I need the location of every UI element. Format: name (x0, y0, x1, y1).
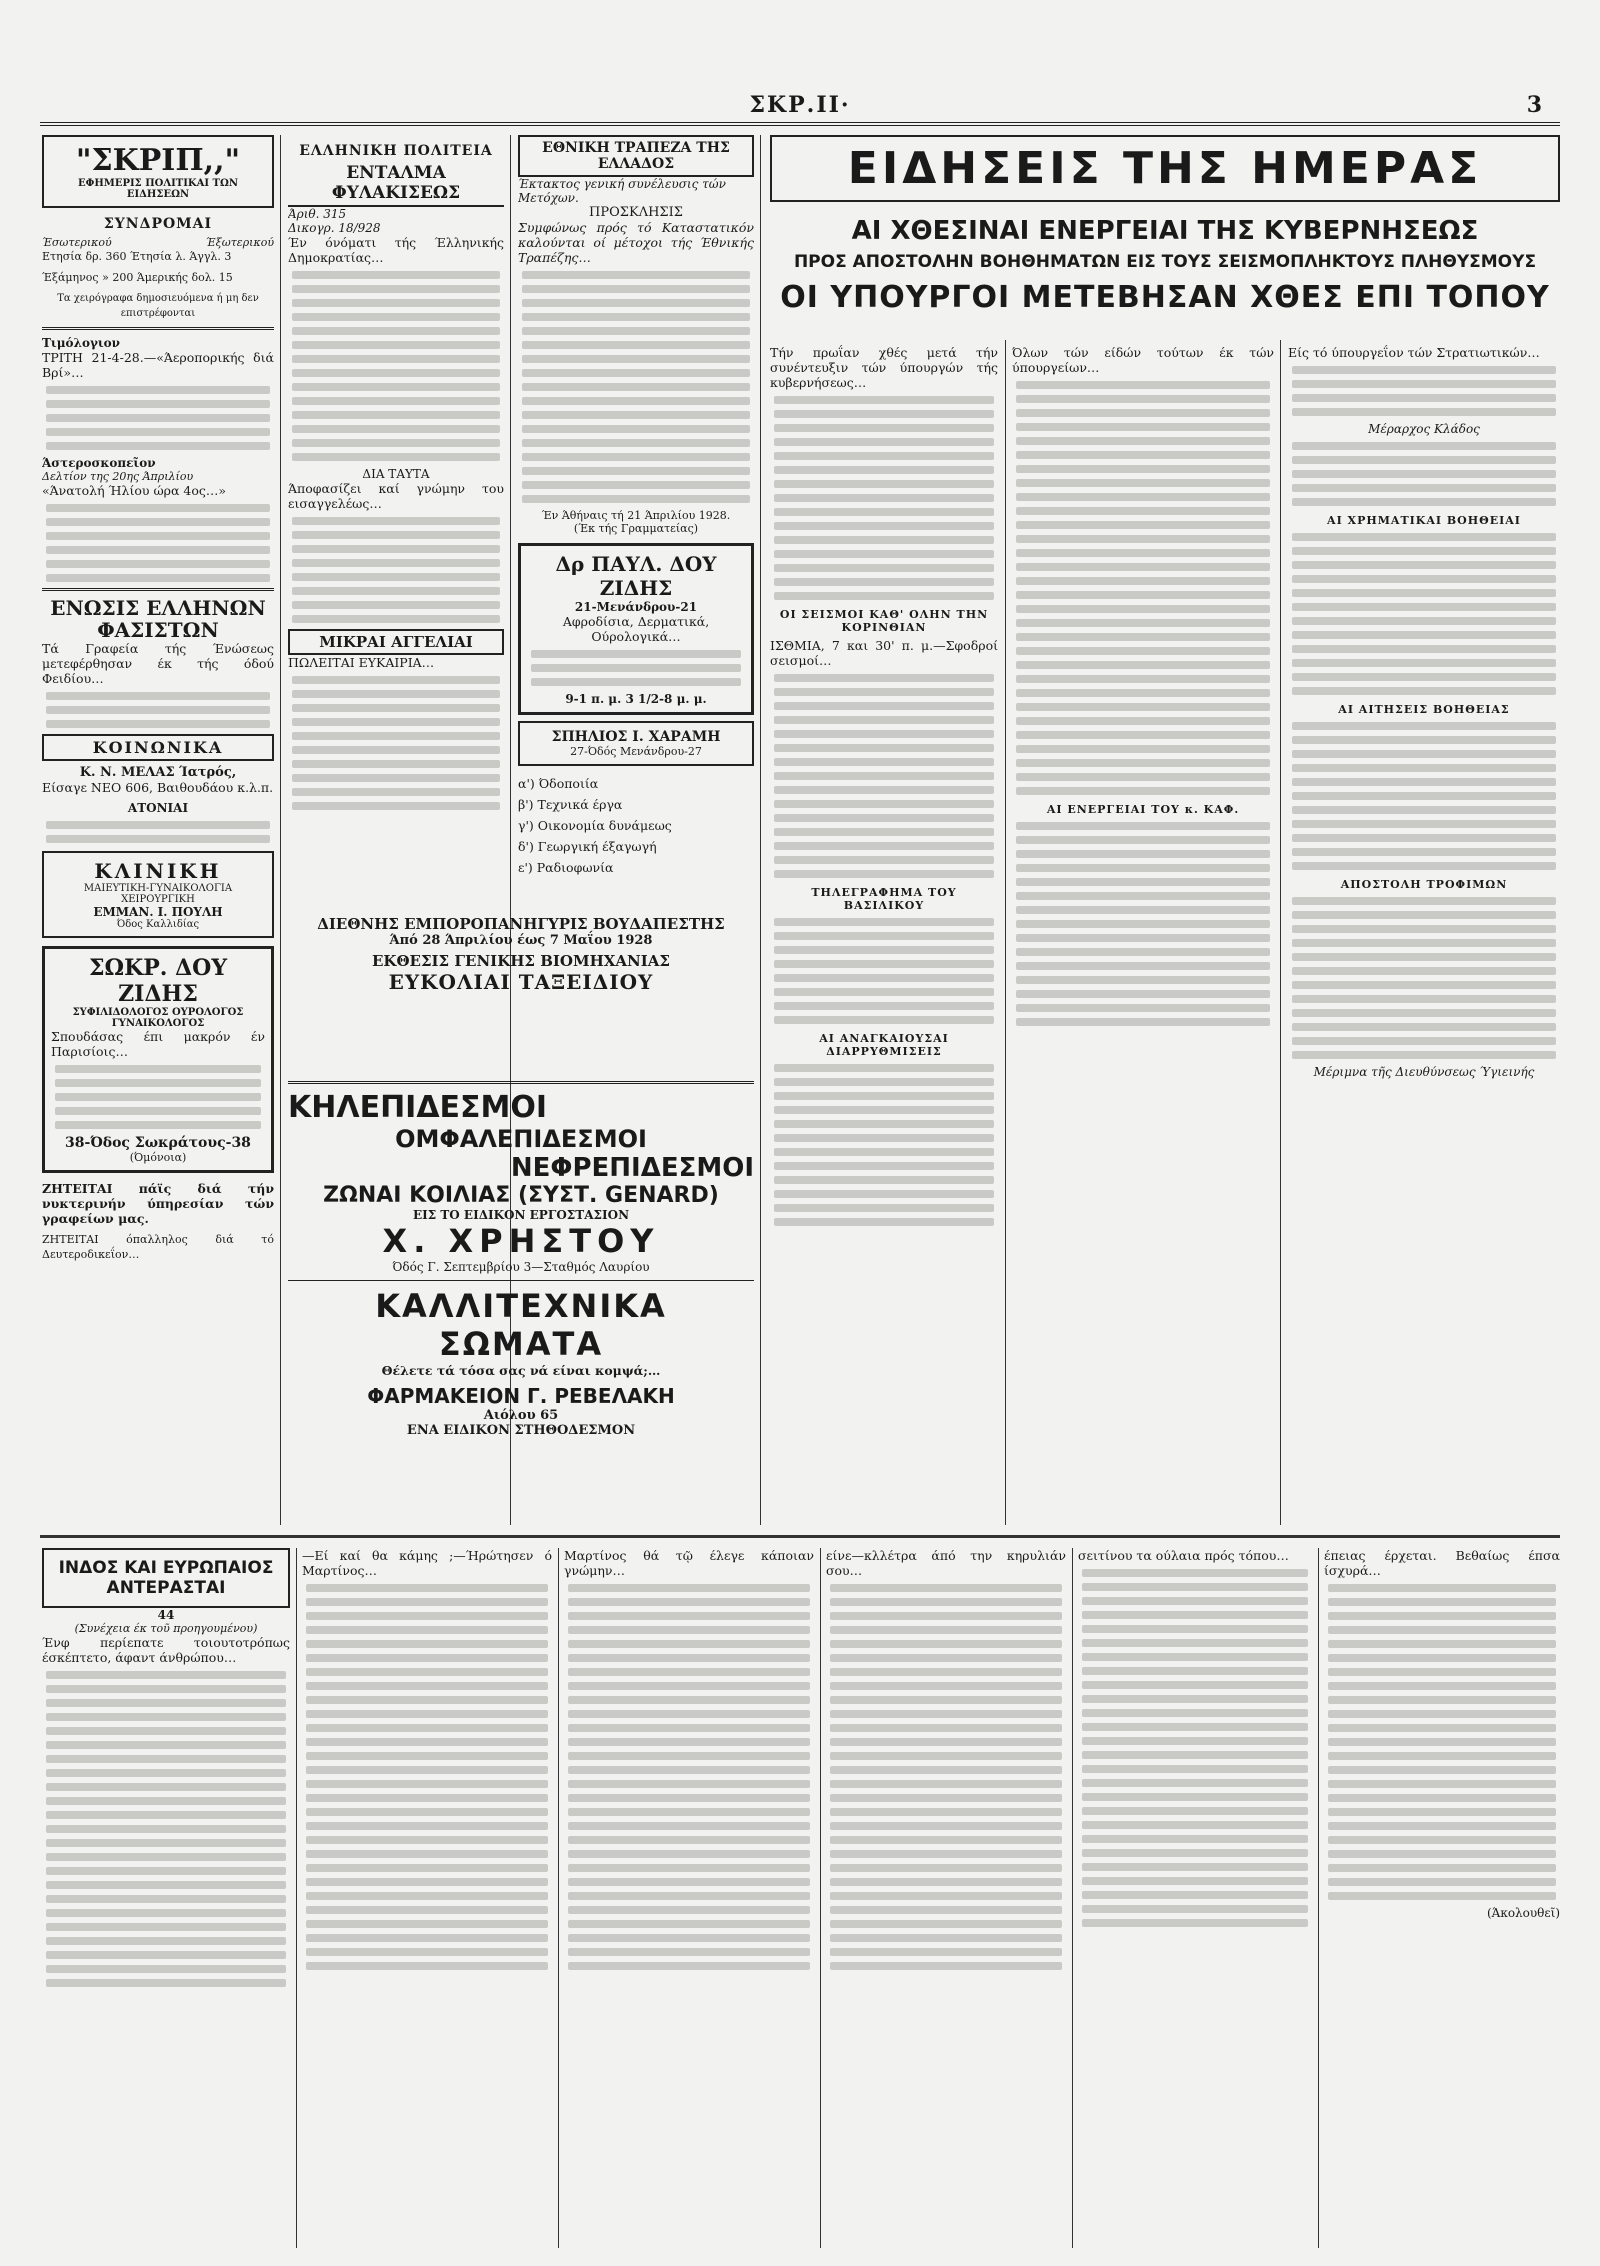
doctor2-hours: 9-1 π. μ. 3 1/2-8 μ. μ. (565, 692, 707, 706)
state-heading: ΕΛΛΗΝΙΚΗ ΠΟΛΙΤΕΙΑ (299, 143, 493, 159)
serial-episode: 44 (157, 1608, 175, 1622)
paper-logo-box (42, 135, 274, 208)
news-signature: Μέριμνα τῆς Διευθύνσεως Ύγιεινής (1313, 1065, 1535, 1079)
fair-offer: ΕΥΚΟΛΙΑΙ ΤΑΞΕΙΔΙΟΥ (388, 970, 654, 994)
paper-logo: "ΣΚΡΙΠ,," (75, 143, 241, 178)
serial-column-3 (564, 1548, 814, 2248)
surgery-ad-line: ΝΕΦΡΕΠΙΔΕΣΜΟΙ (510, 1153, 754, 1183)
bank-date: Έν Άθήναις τή 21 Άπριλίου 1928. (541, 509, 731, 522)
eye-ad (518, 721, 754, 766)
pharmacy-name: ΦΑΡΜΑΚΕΙΟΝ Γ. ΡΕΒΕΛΑΚΗ (367, 1384, 675, 1408)
masthead-title: ΣΚΡ.ΙΙ· (749, 92, 851, 118)
serial-column-4 (826, 1548, 1066, 2248)
clinic-title: ΚΛΙΝΙΚΗ (94, 859, 222, 883)
column-divider (1318, 1548, 1319, 2248)
news-subheading: ΤΗΛΕΓΡΑΦΗΜΑ ΤΟΥ ΒΑΣΙΛΙΚΟΥ (811, 886, 957, 912)
serial-title: ΙΝΔΟΣ ΚΑΙ ΕΥΡΩΠΑΙΟΣ ΑΝΤΕΡΑΣΤΑΙ (42, 1548, 290, 1608)
small-ads-heading: ΜΙΚΡΑΙ ΑΓΓΕΛΙΑΙ (288, 629, 504, 655)
fair-topic: ε') Ραδιοφωνία (518, 860, 614, 875)
column-divider (760, 135, 761, 1525)
doctor-ad-text: Σπουδάσας έπι μακρόν έν Παρισίοις… (51, 1029, 265, 1059)
subscriptions-row: Έξάμηνος » 200 Άμερικής δολ. 15 (42, 271, 233, 284)
headline-block (770, 135, 1560, 335)
doctor2-text: Αφροδίσια, Δερματικά, Ούρολογικά… (562, 614, 710, 644)
wanted-ad: ΖΗΤΕΙΤΑΙ πάϊς διά τήν νυκτερινήν ύπηρεσίαν τών γραφείων μας. (42, 1181, 274, 1226)
column-divider (1072, 1548, 1073, 2248)
subscriptions-row: Ετησία δρ. 360 Έτησία λ. Άγγλ. 3 (42, 250, 232, 263)
trains-text: ΤΡΙΤΗ 21-4-28.—«Άεροπορικής διά Βρί»… (42, 350, 274, 380)
paper-tagline: ΕΦΗΜΕΡΙΣ ΠΟΛΙΤΙΚΑΙ ΤΩΝ ΕΙΔΗΣΕΩΝ (77, 178, 239, 200)
subscriptions-inland-header: Έσωτερικού (42, 236, 112, 249)
column-divider (820, 1548, 821, 2248)
doctor2-address: 21-Μενάνδρου-21 (574, 600, 698, 614)
news-subheading: ΑΙ ΕΝΕΡΓΕΙΑΙ ΤΟΥ κ. ΚΑΦ. (1046, 803, 1240, 816)
fascists-text: Τά Γραφεία τής Ένώσεως μετεφέρθησαν έκ τής όδού Φειδίου… (42, 641, 274, 686)
fair-topic: γ') Οικονομία δυνάμεως (518, 818, 672, 833)
eye-ad-address: 27-Όδός Μενάνδρου-27 (570, 745, 702, 758)
column-divider (1005, 340, 1006, 1525)
weather-text: «Άνατολή Ήλίου ώρα 4ος…» (42, 483, 227, 498)
serial-text: Μαρτίνος θά τῷ έλεγε κάποιαν γνώμην… (564, 1548, 814, 1578)
doctor-ad-address: 38-Όδος Σωκράτους-38 (65, 1135, 251, 1151)
social-text: Είσαγε ΝΕΟ 606, Βαιθουδάου κ.λ.π. (42, 780, 274, 795)
surgery-ad-line: ΖΩΝΑΙ ΚΟΙΛΙΑΣ (ΣΥΣΤ. GENARD) (323, 1183, 719, 1208)
pharmacy-address: Αιόλου 65 (483, 1408, 559, 1423)
news-column-c (1288, 345, 1560, 1525)
subscriptions-heading: ΣΥΝΔΡΟΜΑΙ (103, 216, 213, 232)
doctor-ad-title: ΣΩΚΡ. ΔΟΥ ΖΙΔΗΣ (88, 955, 228, 1007)
bank-sign: (Έκ τής Γραμματείας) (573, 522, 699, 535)
bank-text: Συμφώνως πρός τό Καταστατικόν καλούνται οί μέτοχοι τής Έθνικής Τραπέζης… (518, 220, 754, 265)
news-subheading: ΑΙ ΑΝΑΓΚΑΙΟΥΣΑΙ ΔΙΑΡΡΥΘΜΙΣΕΙΣ (819, 1032, 949, 1058)
serial-text: —Εί καί θα κάμης ;—Ήρώτησεν ό Μαρτίνος… (302, 1548, 552, 1578)
crimes-heading: ΔΙΑ ΤΑΥΤΑ (362, 467, 430, 481)
surgery-ad-line: ΕΙΣ ΤΟ ΕΙΔΙΚΟΝ ΕΡΓΟΣΤΑΣΙΟΝ (412, 1208, 630, 1222)
fair-topic: α') Όδοποιία (518, 776, 599, 791)
fair-title: ΔΙΕΘΝΗΣ ΕΜΠΟΡΟΠΑΝΗΓΥΡΙΣ ΒΟΥΔΑΠΕΣΤΗΣ (317, 915, 725, 933)
news-text: Τήν πρωΐαν χθές μετά τήν συνέντευξιν τών ύπουργών τής κυβερνήσεως… (770, 345, 998, 390)
fair-dates: Άπό 28 Άπριλίου έως 7 Μαΐου 1928 (389, 933, 653, 948)
page-number: 3 (1526, 92, 1542, 118)
surgery-ad-name: Χ. ΧΡΗΣΤΟΥ (382, 1222, 660, 1260)
pharmacy-tag: ΕΝΑ ΕΙΔΙΚΟΝ ΣΤΗΘΟΔΕΣΜΟΝ (406, 1423, 636, 1438)
doctor-ad-sign: (Όμόνοια) (129, 1151, 187, 1164)
doctor-ad (42, 946, 274, 1173)
doctor2-ad (518, 543, 754, 715)
bank-invite: ΠΡΟΣΚΛΗΣΙΣ (589, 205, 683, 220)
crimes-text: Άποφασίζει καί γνώμην του εισαγγελέως… (288, 481, 504, 511)
doctor2-title: Δρ ΠΑΥΛ. ΔΟΥ ΖΙΔΗΣ (555, 552, 717, 600)
serial-continued: (Συνέχεια έκ τοῦ προηγουμένου) (74, 1622, 258, 1635)
serial-column-5 (1078, 1548, 1312, 2248)
news-subheading: ΑΙ ΧΡΗΜΑΤΙΚΑΙ ΒΟΗΘΕΙΑΙ (1327, 514, 1521, 527)
surgery-ad-title: ΚΗΛΕΠΙΔΕΣΜΟΙ (288, 1090, 548, 1125)
fair-topic: β') Τεχνικά έργα (518, 797, 623, 812)
news-column-b (1012, 345, 1274, 1525)
news-column-a (770, 345, 998, 1525)
column-divider (296, 1548, 297, 2248)
column-divider (280, 135, 281, 1525)
bank-subtitle: Έκτακτος γενική συνέλευσις τών Μετόχων. (518, 177, 726, 205)
subscriptions-foreign-header: Έξωτερικού (205, 236, 274, 249)
headline-line3: ΟΙ ΥΠΟΥΡΓΟΙ ΜΕΤΕΒΗΣΑΝ ΧΘΕΣ ΕΠΙ ΤΟΠΟΥ (780, 280, 1550, 315)
news-subheading: ΑΙ ΑΙΤΗΣΕΙΣ ΒΟΗΘΕΙΑΣ (1338, 703, 1510, 716)
social-doctor: Κ. Ν. ΜΕΛΑΣ Ίατρός, (79, 765, 237, 780)
news-text: ΙΣΘΜΙΑ, 7 και 30' π. μ.—Σφοδροί σεισμοί… (770, 638, 998, 668)
bottom-ads (288, 1075, 754, 1525)
news-subheading: ΑΠΟΣΤΟΛΗ ΤΡΟΦΙΜΩΝ (1340, 878, 1508, 891)
wanted-ad-2: ΖΗΤΕΙΤΑΙ όπαλληλος διά τό Δευτεροδικεΐον… (42, 1233, 274, 1261)
fair-expo: ΕΚΘΕΣΙΣ ΓΕΝΙΚΗΣ ΒΙΟΜΗΧΑΝΙΑΣ (371, 952, 671, 970)
fair-ad (288, 915, 754, 1065)
corset-ad-text: Θέλετε τά τόσα σας νά είναι κομψά;… (381, 1363, 661, 1378)
warrant-date: Δικογρ. 18/928 (288, 221, 381, 235)
serial-text: Ένφ περίεπατε τοιουτοτρόπως έσκέπτετο, άφαντ άνθρώπου… (42, 1635, 290, 1665)
corset-ad-title: ΚΑΛΛΙΤΕΧΝΙΚΑ ΣΩΜΑΤΑ (375, 1287, 667, 1363)
clinic-ad (42, 851, 274, 938)
clinic-address: Όδος Καλλιδίας (116, 919, 200, 930)
clinic-subtitle: ΜΑΙΕΥΤΙΚΗ-ΓΥΝΑΙΚΟΛΟΓΙΑ ΧΕΙΡΟΥΡΓΙΚΗ (83, 883, 233, 905)
fair-topics-list (518, 776, 754, 875)
clinic-doctor: ΕΜΜΑΝ. Ι. ΠΟΥΛΗ (93, 905, 223, 919)
column-left (42, 135, 274, 1530)
serial-column-1 (42, 1548, 290, 2248)
headline-line2: ΠΡΟΣ ΑΠΟΣΤΟΛΗΝ ΒΟΗΘΗΜΑΤΩΝ ΕΙΣ ΤΟΥΣ ΣΕΙΣΜΟΠΛΗΚΤΟΥΣ ΠΛΗΘΥΣΜΟΥΣ (793, 252, 1537, 272)
serial-column-2 (302, 1548, 552, 2248)
masthead (40, 92, 1560, 126)
serial-text: είνε—κλλέτρα άπό την κηρυλιάν σου… (826, 1548, 1066, 1578)
serial-column-6 (1324, 1548, 1560, 2248)
surgery-ad-address: Όδός Γ. Σεπτεμβρίου 3—Σταθμός Λαυρίου (392, 1260, 650, 1274)
eye-ad-title: ΣΠΗΛΙΟΣ Ι. ΧΑΡΑΜΗ (551, 729, 721, 745)
news-subheading: ΟΙ ΣΕΙΣΜΟΙ ΚΑΘ' ΟΛΗΝ ΤΗΝ ΚΟΡΙΝΘΙΑΝ (779, 608, 989, 634)
doctor-ad-subtitle: ΣΥΦΙΛΙΔΟΛΟΓΟΣ ΟΥΡΟΛΟΓΟΣ ΓΥΝΑΙΚΟΛΟΓΟΣ (72, 1007, 244, 1029)
serial-ending: (Άκολουθεῖ) (1486, 1906, 1560, 1920)
column-divider (558, 1548, 559, 2248)
bank-title: ΕΘΝΙΚΗ ΤΡΑΠΕΖΑ ΤΗΣ ΕΛΛΑΔΟΣ (518, 135, 754, 177)
news-text: Είς τό ύπουργεΐον τών Στρατιωτικών… (1288, 345, 1540, 360)
weather-subheading: Δελτίον της 20ης Άπριλίου (42, 470, 194, 483)
fascists-heading: ΕΝΩΣΙΣ ΕΛΛΗΝΩΝ ΦΑΣΙΣΤΩΝ (50, 596, 266, 642)
subscriptions-note: Τα χειρόγραφα δημοσιευόμενα ή μη δεν επιστρέφονται (57, 293, 259, 319)
trains-heading: Τιμόλογιον (42, 336, 120, 350)
social-tag: ΑΤΟΝΙΑΙ (127, 801, 189, 815)
news-banner: ΕΙΔΗΣΕΙΣ ΤΗΣ ΗΜΕΡΑΣ (770, 135, 1560, 202)
social-heading: ΚΟΙΝΩΝΙΚΑ (42, 734, 274, 761)
weather-heading: Άστεροσκοπεῖον (42, 456, 156, 470)
section-divider (40, 1535, 1560, 1538)
fair-topic: δ') Γεωργική έξαγωγή (518, 839, 657, 854)
small-ads-text: ΠΩΛΕΙΤΑΙ ΕΥΚΑΙΡΙΑ… (288, 655, 435, 670)
warrant-number: Άριθ. 315 (288, 207, 347, 221)
headline-line1: ΑΙ ΧΘΕΣΙΝΑΙ ΕΝΕΡΓΕΙΑΙ ΤΗΣ ΚΥΒΕΡΝΗΣΕΩΣ (851, 216, 1479, 246)
surgery-ad-line: ΟΜΦΑΛΕΠΙΔΕΣΜΟΙ (395, 1125, 647, 1153)
warrant-title: ΕΝΤΑΛΜΑ ΦΥΛΑΚΙΣΕΩΣ (288, 163, 504, 207)
news-subheading: Μέραρχος Κλάδος (1368, 422, 1480, 436)
column-divider (1280, 340, 1281, 1525)
news-text: Όλων τών είδών τούτων έκ τών ύπουργείων… (1012, 345, 1274, 375)
warrant-text: Έν όνόματι τής Έλληνικής Δημοκρατίας… (288, 235, 504, 265)
serial-text: έπειας έρχεται. Βεθαίως έπσα ίσχυρά… (1324, 1548, 1560, 1578)
serial-text: σειτίνου τα ούλαια πρός τόπου… (1078, 1548, 1289, 1563)
